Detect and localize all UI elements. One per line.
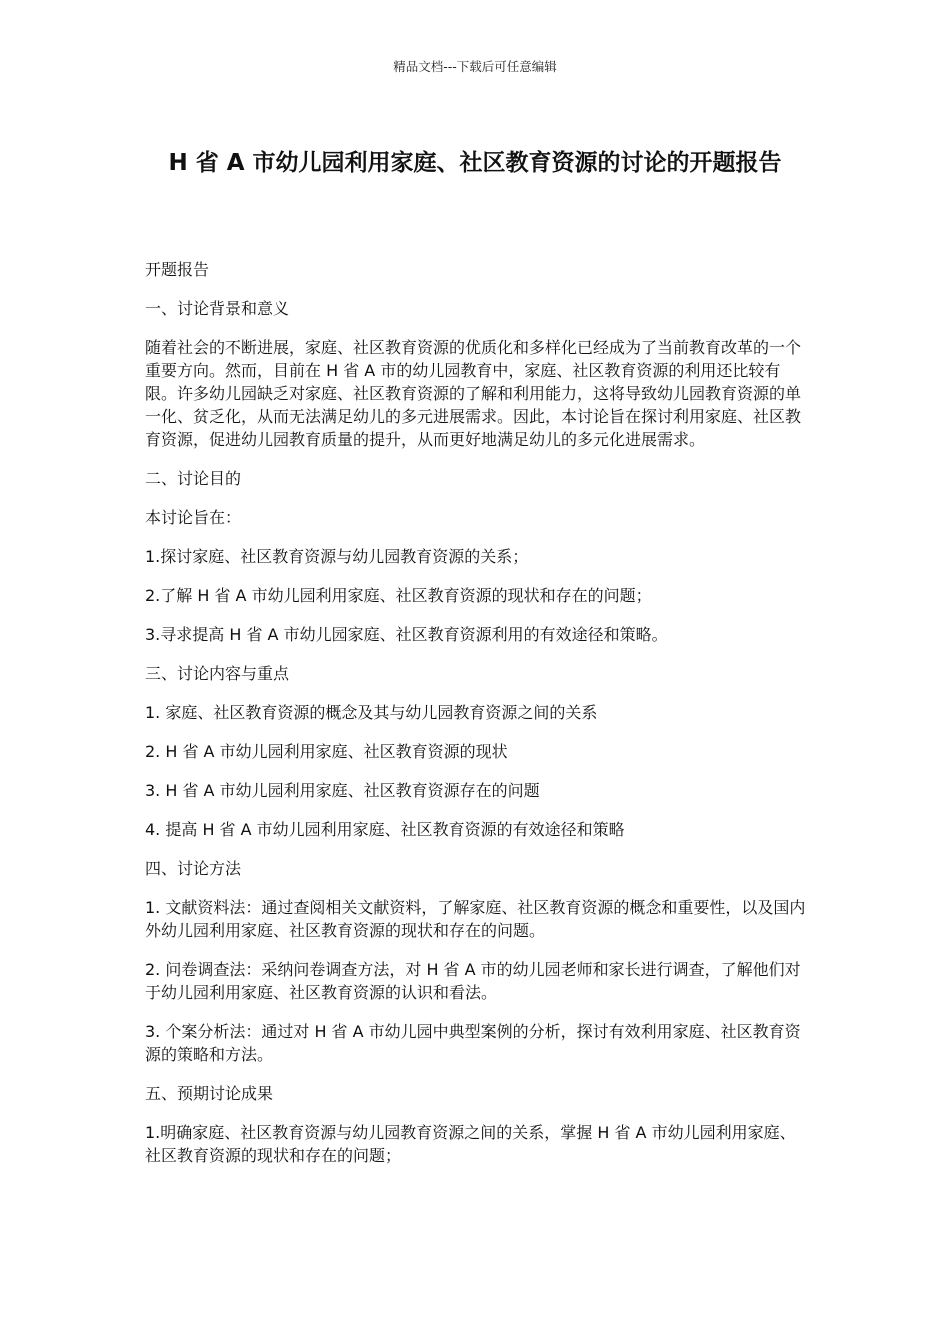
list-item: 2. 问卷调查法：采纳问卷调查方法，对 H 省 A 市的幼儿园老师和家长进行调查，了解他们对于幼儿园利用家庭、社区教育资源的认识和看法。 xyxy=(145,960,801,1002)
document-title: H 省 A 市幼儿园利用家庭、社区教育资源的讨论的开题报告 xyxy=(168,150,782,176)
section-heading-purpose: 二、讨论目的 xyxy=(145,469,242,488)
list-item: 3. 个案分析法：通过对 H 省 A 市幼儿园中典型案例的分析，探讨有效利用家庭、社区教育资源的策略和方法。 xyxy=(145,1022,801,1064)
section-heading-outcomes: 五、预期讨论成果 xyxy=(145,1084,274,1103)
body-paragraph: 随着社会的不断进展，家庭、社区教育资源的优质化和多样化已经成为了当前教育改革的一个重要方向。然而，目前在 H 省 A 市的幼儿园教育中，家庭、社区教育资源的利用还比较有限。许多幼儿园缺乏对家庭、社区教育资源的了解和利用能力，这将导致幼儿园教育资源的单一化、贫乏化，从而无法满足幼儿的多元进展需求。因此，本讨论旨在探讨利用家庭、社区教育资源，促进幼儿园教育质量的提升，从而更好地满足幼儿的多元化进展需求。 xyxy=(145,338,802,449)
section-heading-background: 一、讨论背景和意义 xyxy=(145,299,290,318)
list-item: 4. 提高 H 省 A 市幼儿园利用家庭、社区教育资源的有效途径和策略 xyxy=(145,820,625,839)
section-heading-methods: 四、讨论方法 xyxy=(145,859,242,878)
list-item: 2. H 省 A 市幼儿园利用家庭、社区教育资源的现状 xyxy=(145,742,508,761)
section-heading-content: 三、讨论内容与重点 xyxy=(145,664,290,683)
body-paragraph: 本讨论旨在： xyxy=(145,508,242,527)
header-note: 精品文档---下载后可任意编辑 xyxy=(393,59,557,74)
list-item: 2.了解 H 省 A 市幼儿园利用家庭、社区教育资源的现状和存在的问题； xyxy=(145,586,652,605)
document-body xyxy=(145,258,807,1183)
list-item: 1.探讨家庭、社区教育资源与幼儿园教育资源的关系； xyxy=(145,547,529,566)
list-item: 1.明确家庭、社区教育资源与幼儿园教育资源之间的关系，掌握 H 省 A 市幼儿园利用家庭、社区教育资源的现状和存在的问题； xyxy=(145,1123,796,1165)
list-item: 1. 文献资料法：通过查阅相关文献资料，了解家庭、社区教育资源的概念和重要性，以及国内外幼儿园利用家庭、社区教育资源的现状和存在的问题。 xyxy=(145,898,806,940)
list-item: 3. H 省 A 市幼儿园利用家庭、社区教育资源存在的问题 xyxy=(145,781,540,800)
list-item: 3.寻求提高 H 省 A 市幼儿园家庭、社区教育资源利用的有效途径和策略。 xyxy=(145,625,668,644)
list-item: 1. 家庭、社区教育资源的概念及其与幼儿园教育资源之间的关系 xyxy=(145,703,598,722)
section-label: 开题报告 xyxy=(145,260,210,279)
